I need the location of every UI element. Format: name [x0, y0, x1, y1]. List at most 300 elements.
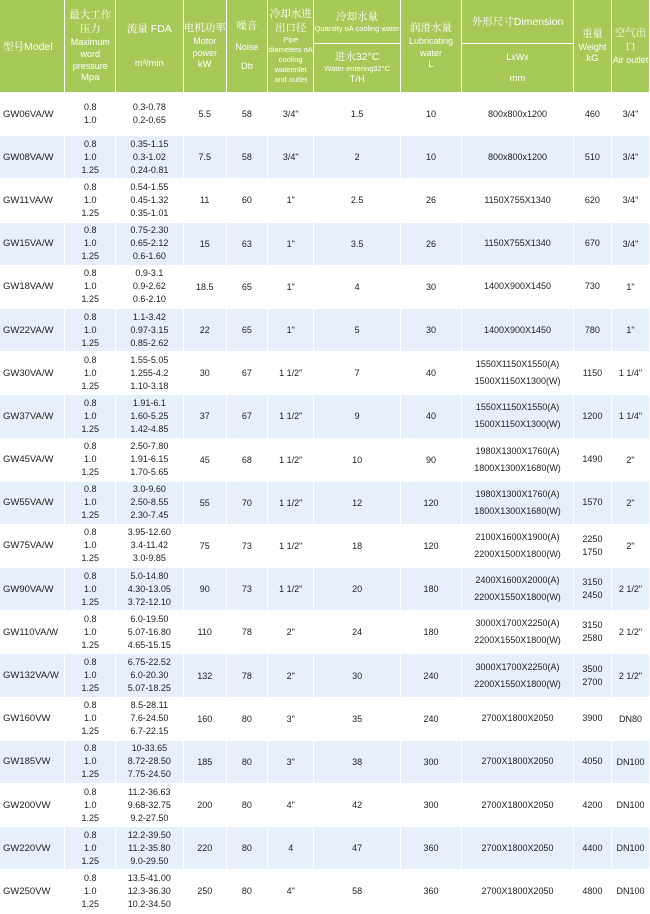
cell-lube: 30 [401, 266, 462, 309]
cell-flow [116, 654, 184, 697]
cell-weight-value: 2250 [582, 533, 603, 544]
cell-cooling: 3.5 [314, 223, 401, 266]
cell-weight [574, 266, 612, 309]
cell-pressure-value: 0.8 [83, 484, 97, 495]
cell-pressure [65, 654, 116, 697]
cell-pipe: 1 1/2" [268, 352, 314, 395]
cell-cooling: 30 [314, 654, 401, 697]
cell-dims-value: 2200X1550X1800(W) [474, 635, 561, 646]
cell-power: 75 [184, 525, 227, 568]
cell-dims-value: 1400X900X1450 [483, 324, 552, 335]
cell-dims-value: 1980X1300X1760(A) [475, 488, 560, 499]
cell-flow-value: 1.91-6.1 [132, 397, 166, 408]
cell-weight-value: 3500 [582, 663, 603, 674]
cell-model: GW75VA/W [0, 525, 65, 568]
cell-flow [116, 136, 184, 179]
cell-model: GW11VA/W [0, 179, 65, 222]
cell-power: 22 [184, 309, 227, 352]
cell-model: GW37VA/W [0, 395, 65, 438]
cell-dims-value: 1550X1150X1550(A) [475, 359, 560, 370]
cell-pressure [65, 525, 116, 568]
cell-noise: 78 [227, 611, 268, 654]
cell-dims-value: 2200X1550X1800(W) [474, 592, 561, 603]
cell-pipe: 1 1/2" [268, 568, 314, 611]
cell-outlet: 1 1/4" [612, 352, 650, 395]
cell-cooling: 1.5 [314, 93, 401, 136]
cell-weight [574, 525, 612, 568]
cell-pressure [65, 870, 116, 913]
cell-flow-value: 0.3-0.78 [132, 102, 166, 113]
cell-pipe: 1 1/2" [268, 525, 314, 568]
cell-flow-value: 1.42-4.85 [130, 423, 169, 434]
cell-flow [116, 611, 184, 654]
cell-pipe: 4 [268, 827, 314, 870]
cell-flow-value: 3.0-9.85 [132, 553, 166, 564]
cell-power: 160 [184, 698, 227, 741]
cell-cooling: 24 [314, 611, 401, 654]
cell-flow-value: 0.75-2.30 [130, 225, 169, 236]
cell-flow-value: 0.6-1.60 [132, 251, 166, 262]
cell-weight [574, 93, 612, 136]
table-row [0, 395, 650, 438]
cell-pressure-value: 1.25 [81, 639, 99, 650]
cell-dims [462, 395, 574, 438]
cell-pressure-value: 1.25 [81, 855, 99, 866]
cell-flow-value: 5.07-18.25 [127, 683, 171, 694]
cell-dims-value: 2700X1800X2050 [481, 885, 554, 896]
cell-lube: 30 [401, 309, 462, 352]
cell-weight-value: 4800 [582, 885, 603, 896]
cell-weight [574, 784, 612, 827]
cell-outlet: 2" [612, 439, 650, 482]
cell-model: GW250VW [0, 870, 65, 913]
cell-noise: 80 [227, 827, 268, 870]
cell-dims-value: 2400X1600X2000(A) [475, 575, 560, 586]
table-row [0, 654, 650, 697]
cell-dims [462, 611, 574, 654]
cell-dims-value: 1500X1150X1300(W) [474, 376, 561, 387]
cell-model: GW185VW [0, 741, 65, 784]
cell-pipe: 1" [268, 309, 314, 352]
cell-power: 5.5 [184, 93, 227, 136]
cell-flow-value: 0.35-1.15 [130, 138, 169, 149]
cell-weight-value: 670 [584, 238, 600, 249]
cell-pressure-value: 1.25 [81, 294, 99, 305]
header-dims: 外形尺寸Dimension [462, 0, 574, 44]
cell-cooling: 58 [314, 870, 401, 913]
cell-weight-value: 1200 [582, 410, 603, 421]
cell-weight [574, 827, 612, 870]
table-body [0, 93, 650, 914]
cell-flow [116, 525, 184, 568]
cell-pressure-value: 0.8 [83, 397, 97, 408]
cell-weight-value: 2700 [582, 676, 603, 687]
cell-pipe: 4" [268, 784, 314, 827]
cell-flow [116, 93, 184, 136]
cell-weight [574, 482, 612, 525]
table-row [0, 352, 650, 395]
table-row [0, 179, 650, 222]
cell-cooling: 20 [314, 568, 401, 611]
cell-pressure-value: 1.25 [81, 380, 99, 391]
cell-pressure-value: 0.8 [83, 613, 97, 624]
cell-flow-value: 0.54-1.55 [130, 181, 169, 192]
cell-flow-value: 9.0-29.50 [130, 855, 169, 866]
cell-lube: 300 [401, 784, 462, 827]
cell-cooling: 9 [314, 395, 401, 438]
cell-pressure [65, 179, 116, 222]
cell-cooling: 12 [314, 482, 401, 525]
cell-dims [462, 741, 574, 784]
cell-flow-value: 0.35-1.01 [130, 207, 169, 218]
cell-pressure [65, 93, 116, 136]
cell-flow-value: 11.2-36.63 [128, 786, 171, 797]
cell-pressure [65, 223, 116, 266]
cell-power: 250 [184, 870, 227, 913]
cell-model: GW160VW [0, 698, 65, 741]
cell-cooling: 42 [314, 784, 401, 827]
cell-pipe: 1 1/2" [268, 439, 314, 482]
cell-dims-value: 1800X1300X1680(W) [474, 505, 561, 516]
cell-pressure-value: 1.0 [83, 713, 97, 724]
cell-pipe: 4" [268, 870, 314, 913]
cell-flow-value: 7.6-24.50 [130, 713, 169, 724]
cell-lube: 90 [401, 439, 462, 482]
cell-model: GW132VA/W [0, 654, 65, 697]
cell-weight-value: 4050 [582, 756, 603, 767]
table-row [0, 784, 650, 827]
cell-noise: 68 [227, 439, 268, 482]
cell-pressure-value: 1.0 [83, 115, 97, 126]
cell-flow [116, 870, 184, 913]
cell-noise: 80 [227, 741, 268, 784]
cell-pressure-value: 1.25 [81, 337, 99, 348]
cell-dims-value: 1980X1300X1760(A) [475, 445, 560, 456]
cell-weight [574, 654, 612, 697]
cell-dims-value: 1550X1150X1550(A) [475, 402, 560, 413]
cell-flow-value: 0.45-1.32 [130, 194, 169, 205]
cell-flow-value: 2.30-7.45 [130, 510, 169, 521]
cell-flow-value: 13.5-41.00 [127, 872, 171, 883]
cell-power: 11 [184, 179, 227, 222]
cell-dims [462, 568, 574, 611]
cell-pressure-value: 1.25 [81, 596, 99, 607]
cell-pipe: 3" [268, 741, 314, 784]
cell-outlet: 1" [612, 309, 650, 352]
cell-pressure-value: 1.0 [83, 410, 97, 421]
header-pressure: 最大工作压力 Maximum word pressure Mpa [65, 0, 116, 93]
cell-outlet: 3/4" [612, 136, 650, 179]
cell-dims [462, 482, 574, 525]
header-model: 型号Model [0, 0, 65, 93]
cell-dims-value: 3000X1700X2250(A) [475, 618, 560, 629]
cell-pressure [65, 784, 116, 827]
cell-flow [116, 482, 184, 525]
table-row [0, 93, 650, 136]
cell-power: 18.5 [184, 266, 227, 309]
cell-pressure-value: 0.8 [83, 138, 97, 149]
cell-flow [116, 309, 184, 352]
cell-pipe: 1 1/2" [268, 482, 314, 525]
cell-pressure-value: 0.8 [83, 225, 97, 236]
cell-flow [116, 395, 184, 438]
cell-flow-value: 10-33.65 [131, 743, 168, 754]
cell-noise: 80 [227, 870, 268, 913]
cell-outlet: 2 1/2" [612, 568, 650, 611]
cell-flow [116, 698, 184, 741]
cell-pipe: 1" [268, 223, 314, 266]
cell-pressure-value: 1.0 [83, 885, 97, 896]
cell-pressure-value: 1.0 [83, 626, 97, 637]
cell-lube: 26 [401, 223, 462, 266]
cell-flow-value: 8.5-28.11 [130, 700, 169, 711]
cell-pressure [65, 352, 116, 395]
cell-pressure-value: 1.0 [83, 324, 97, 335]
cell-pressure-value: 1.25 [81, 769, 99, 780]
cell-pressure-value: 1.0 [83, 540, 97, 551]
cell-dims-value: 2700X1800X2050 [481, 756, 554, 767]
cell-noise: 58 [227, 93, 268, 136]
cell-dims [462, 698, 574, 741]
cell-cooling: 4 [314, 266, 401, 309]
cell-flow-value: 12.2-39.50 [127, 829, 171, 840]
cell-pipe: 1 1/2" [268, 395, 314, 438]
cell-pressure-value: 0.8 [83, 743, 97, 754]
header-power: 电机功率 Motor power kW [184, 0, 227, 93]
cell-pressure-value: 1.25 [81, 683, 99, 694]
cell-model: GW220VW [0, 827, 65, 870]
cell-weight [574, 179, 612, 222]
cell-flow-value: 6.7-22.15 [130, 726, 169, 737]
cell-pressure-value: 1.25 [81, 251, 99, 262]
cell-dims-value: 2100X1600X1900(A) [475, 531, 560, 542]
table-row [0, 568, 650, 611]
cell-power: 200 [184, 784, 227, 827]
cell-dims-value: 1150X755X1340 [484, 194, 551, 205]
cell-weight-value: 510 [584, 151, 600, 162]
cell-weight [574, 698, 612, 741]
cell-flow-value: 0.9-2.62 [132, 281, 166, 292]
table-row [0, 223, 650, 266]
table-row [0, 525, 650, 568]
cell-cooling: 2 [314, 136, 401, 179]
cell-noise: 65 [227, 266, 268, 309]
cell-lube: 120 [401, 525, 462, 568]
cell-pressure-value: 0.8 [83, 181, 97, 192]
cell-dims [462, 439, 574, 482]
cell-noise: 80 [227, 784, 268, 827]
table-row [0, 309, 650, 352]
cell-flow-value: 3.4-11.42 [130, 540, 169, 551]
cell-power: 90 [184, 568, 227, 611]
cell-lube: 360 [401, 870, 462, 913]
cell-lube: 40 [401, 352, 462, 395]
cell-flow-value: 6.0-19.50 [130, 613, 169, 624]
cell-flow-value: 3.72-12.10 [127, 596, 171, 607]
cell-model: GW45VA/W [0, 439, 65, 482]
cell-dims [462, 179, 574, 222]
cell-cooling: 38 [314, 741, 401, 784]
cell-lube: 10 [401, 136, 462, 179]
cell-noise: 80 [227, 698, 268, 741]
cell-pressure-value: 0.8 [83, 570, 97, 581]
cell-pressure-value: 1.0 [83, 583, 97, 594]
cell-pipe: 2" [268, 654, 314, 697]
cell-flow-value: 0.97-3.15 [130, 324, 169, 335]
cell-power: 132 [184, 654, 227, 697]
cell-pressure-value: 1.25 [81, 423, 99, 434]
cell-cooling: 35 [314, 698, 401, 741]
cell-flow [116, 439, 184, 482]
cell-power: 45 [184, 439, 227, 482]
table-header [0, 0, 650, 93]
cell-flow [116, 784, 184, 827]
cell-weight-value: 2450 [582, 590, 603, 601]
cell-flow-value: 0.24-0.81 [130, 164, 169, 175]
cell-pressure-value: 1.0 [83, 842, 97, 853]
cell-pressure [65, 439, 116, 482]
cell-dims-value: 2200X1500X1800(W) [474, 548, 561, 559]
cell-flow-value: 10.2-34.50 [127, 898, 171, 909]
cell-flow-value: 1.60-5.25 [130, 410, 169, 421]
cell-noise: 67 [227, 352, 268, 395]
cell-outlet: 3/4" [612, 223, 650, 266]
cell-noise: 78 [227, 654, 268, 697]
cell-dims-value: 1500X1150X1300(W) [474, 419, 561, 430]
cell-lube: 240 [401, 698, 462, 741]
cell-weight-value: 3150 [582, 577, 603, 588]
header-dims-sub: LxWx mm [462, 44, 574, 93]
cell-pressure-value: 1.0 [83, 670, 97, 681]
cell-pressure-value: 1.25 [81, 726, 99, 737]
cell-flow-value: 1.1-3.42 [132, 311, 166, 322]
cell-power: 185 [184, 741, 227, 784]
cell-flow-value: 11.2-35.80 [128, 842, 171, 853]
cell-pipe: 2" [268, 611, 314, 654]
cell-weight-value: 1750 [582, 546, 603, 557]
cell-flow [116, 352, 184, 395]
cell-dims-value: 800x800x1200 [488, 108, 548, 119]
cell-cooling: 18 [314, 525, 401, 568]
cell-pressure [65, 395, 116, 438]
cell-flow [116, 568, 184, 611]
cell-weight-value: 1490 [582, 454, 603, 465]
table-row [0, 266, 650, 309]
cell-dims [462, 654, 574, 697]
cell-pressure [65, 266, 116, 309]
cell-flow [116, 741, 184, 784]
cell-dims [462, 525, 574, 568]
header-cooling: 冷却水量 Quantity oA cooling water [314, 0, 401, 44]
cell-weight [574, 870, 612, 913]
cell-weight [574, 439, 612, 482]
cell-flow-value: 9.2-27.50 [130, 812, 169, 823]
cell-weight-value: 2580 [582, 633, 603, 644]
cell-pressure-value: 1.25 [81, 812, 99, 823]
cell-outlet: 1" [612, 266, 650, 309]
cell-weight-value: 780 [584, 324, 600, 335]
cell-lube: 10 [401, 93, 462, 136]
cell-flow [116, 266, 184, 309]
header-weight: 重量 Weight kG [574, 0, 612, 93]
cell-outlet: DN100 [612, 870, 650, 913]
cell-flow-value: 3.95-12.60 [127, 527, 171, 538]
cell-dims-value: 800x800x1200 [488, 151, 548, 162]
cell-pressure-value: 0.8 [83, 527, 97, 538]
cell-dims-value: 2200X1550X1800(W) [474, 678, 561, 689]
cell-weight [574, 395, 612, 438]
cell-outlet: DN100 [612, 827, 650, 870]
cell-flow-value: 12.3-36.30 [127, 885, 171, 896]
cell-dims [462, 223, 574, 266]
cell-dims [462, 136, 574, 179]
cell-pressure-value: 1.0 [83, 151, 97, 162]
cell-weight-value: 1150 [582, 367, 603, 378]
cell-pressure-value: 1.25 [81, 207, 99, 218]
cell-noise: 67 [227, 395, 268, 438]
cell-pressure-value: 0.8 [83, 657, 97, 668]
cell-noise: 65 [227, 309, 268, 352]
cell-model: GW55VA/W [0, 482, 65, 525]
cell-weight [574, 741, 612, 784]
cell-flow-value: 3.0-9.60 [132, 484, 166, 495]
cell-flow-value: 9.68-32.75 [127, 799, 171, 810]
cell-cooling: 7 [314, 352, 401, 395]
table-row [0, 482, 650, 525]
cell-pressure-value: 1.0 [83, 799, 97, 810]
cell-noise: 73 [227, 525, 268, 568]
table-row [0, 870, 650, 913]
cell-weight [574, 309, 612, 352]
cell-dims-value: 1400X900X1450 [483, 281, 552, 292]
cell-pipe: 3/4" [268, 93, 314, 136]
cell-pressure-value: 1.25 [81, 898, 99, 909]
cell-flow-value: 2.50-7.80 [130, 441, 169, 452]
cell-flow [116, 827, 184, 870]
cell-cooling: 47 [314, 827, 401, 870]
table-row [0, 741, 650, 784]
cell-pressure-value: 1.0 [83, 238, 97, 249]
cell-flow-value: 1.55-5.05 [130, 354, 169, 365]
cell-outlet: DN80 [612, 698, 650, 741]
cell-noise: 60 [227, 179, 268, 222]
cell-pressure-value: 1.0 [83, 194, 97, 205]
cell-pressure-value: 0.8 [83, 829, 97, 840]
cell-weight-value: 4400 [582, 842, 603, 853]
cell-flow-value: 0.2-0.65 [132, 115, 166, 126]
cell-weight-value: 460 [584, 108, 600, 119]
cell-flow-value: 0.9-3.1 [135, 268, 164, 279]
cell-model: GW06VA/W [0, 93, 65, 136]
cell-lube: 40 [401, 395, 462, 438]
cell-flow-value: 0.85-2.62 [130, 337, 169, 348]
cell-dims-value: 3000X1700X2250(A) [475, 661, 560, 672]
cell-power: 55 [184, 482, 227, 525]
cell-power: 7.5 [184, 136, 227, 179]
cell-flow-value: 0.6-2.10 [132, 294, 166, 305]
cell-flow-value: 1.255-4.2 [130, 367, 169, 378]
cell-dims-value: 1800X1300X1680(W) [474, 462, 561, 473]
cell-outlet: 2 1/2" [612, 611, 650, 654]
cell-lube: 300 [401, 741, 462, 784]
table-row [0, 439, 650, 482]
cell-cooling: 10 [314, 439, 401, 482]
cell-flow-value: 4.30-13.05 [127, 583, 171, 594]
cell-dims [462, 266, 574, 309]
cell-lube: 360 [401, 827, 462, 870]
cell-flow-value: 0.3-1.02 [132, 151, 166, 162]
cell-pressure [65, 827, 116, 870]
